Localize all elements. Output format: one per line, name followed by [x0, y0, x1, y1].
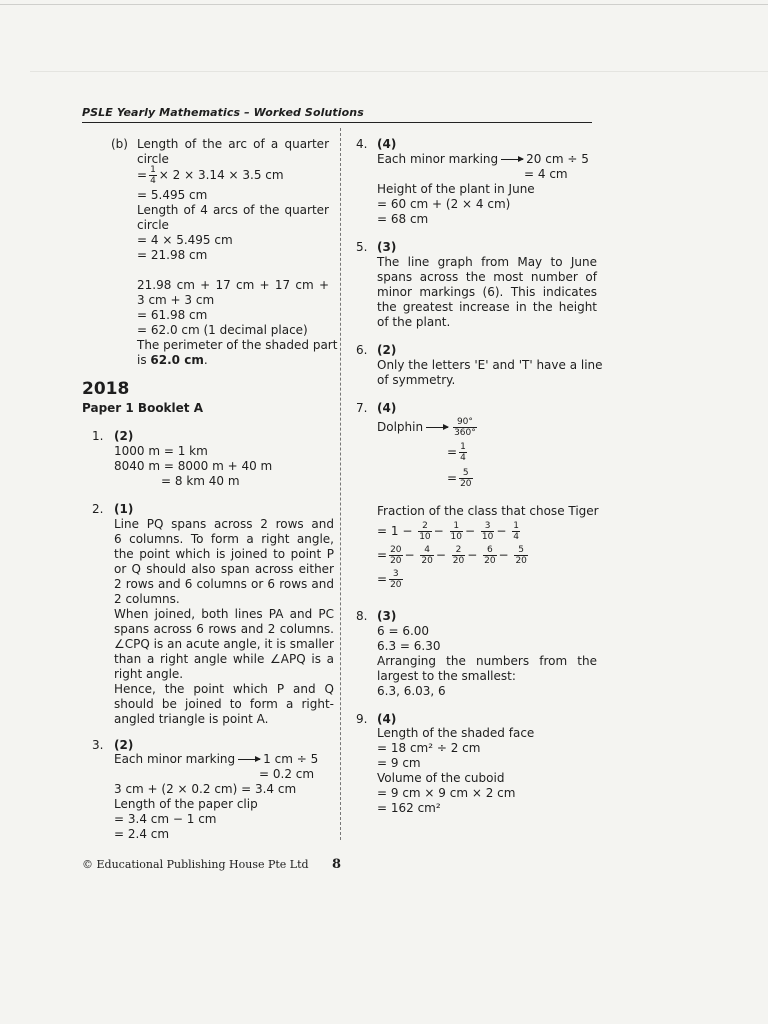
text-line: = 9 cm: [377, 756, 421, 770]
fraction: $\frac{3}{10}$: [481, 521, 494, 542]
equation-line: = $\frac{20}{20}$ − $\frac{4}{20}$ − $\frac{2}{20}$ − $\frac{6}{20}$ − $\frac{5}{20}$: [377, 545, 527, 566]
fraction: $\frac{6}{20}$: [484, 545, 496, 566]
equation-line: = 1 − $\frac{2}{10}$ − $\frac{1}{10}$ − $\frac{3}{10}$ − $\frac{1}{4}$: [377, 521, 519, 542]
answer-choice: (2): [377, 343, 397, 357]
text-line: 1000 m = 1 km: [114, 444, 208, 458]
copyright-notice: © Educational Publishing House Pte Ltd: [82, 858, 309, 871]
text-line: minor markings (6). This indicates: [377, 285, 597, 299]
text-line: = 0.2 cm: [259, 767, 315, 781]
fraction: $\frac{4}{20}$: [421, 545, 433, 566]
year-heading: 2018: [82, 379, 130, 399]
page-edge-rule: [30, 71, 768, 72]
answer-choice: (1): [114, 502, 134, 516]
fraction: $\frac{1}{4}$: [460, 442, 466, 463]
text-line: 8040 m = 8000 m + 40 m: [114, 459, 273, 473]
fraction: $\frac{1}{10}$: [450, 521, 462, 542]
text-line: 6.3 = 6.30: [377, 639, 441, 653]
question-number: 1.: [92, 429, 104, 443]
text-line: 3 cm + (2 × 0.2 cm) = 3.4 cm: [114, 782, 297, 796]
question-number: 6.: [356, 343, 368, 357]
text-line: largest to the smallest:: [377, 669, 516, 683]
fraction: $\frac{1}{4}$: [513, 521, 519, 542]
text-line: = 8 km 40 m: [161, 474, 240, 488]
answer-choice: (4): [377, 712, 397, 726]
fraction: $\frac{2}{10}$: [419, 521, 431, 542]
text-line: = 4 × 5.495 cm: [137, 233, 233, 247]
arrow-right-icon: [501, 159, 523, 160]
text-line: When joined, both lines PA and PC: [114, 607, 334, 621]
equation-line: = $\frac{1}{4}$ × 2 × 3.14 × 3.5 cm: [137, 165, 284, 186]
answer-choice: (2): [114, 738, 134, 752]
fraction: $\frac{90^\circ}{360^\circ}$: [454, 417, 476, 438]
arrow-right-icon: [426, 427, 448, 428]
fraction: $\frac{3}{20}$: [390, 569, 402, 590]
text-line: of symmetry.: [377, 373, 456, 387]
text-line: Line PQ spans across 2 rows and: [114, 517, 334, 531]
question-number: 7.: [356, 401, 368, 415]
question-number: 2.: [92, 502, 104, 516]
text-line: The perimeter of the shaded part: [137, 338, 338, 352]
text-line: = 2.4 cm: [114, 827, 170, 841]
fraction: $\frac{5}{20}$: [515, 545, 527, 566]
text-line: right angle.: [114, 667, 184, 681]
text-line: the point which is joined to point P: [114, 547, 334, 561]
text-line: Volume of the cuboid: [377, 771, 505, 785]
answer-choice: (3): [377, 240, 397, 254]
text-line: should be joined to form a right-: [114, 697, 334, 711]
text-line: Length of 4 arcs of the quarter: [137, 203, 329, 217]
text-line: = 68 cm: [377, 212, 429, 226]
question-number: 4.: [356, 137, 368, 151]
text-line: Arranging the numbers from the: [377, 654, 597, 668]
text-line: = 9 cm × 9 cm × 2 cm: [377, 786, 516, 800]
text-line: Hence, the point which P and Q: [114, 682, 334, 696]
text-line: 6 = 6.00: [377, 624, 430, 638]
text-line: = 3.4 cm − 1 cm: [114, 812, 217, 826]
text-line: = 60 cm + (2 × 4 cm): [377, 197, 511, 211]
header-rule: [82, 122, 592, 123]
text-line: = 5.495 cm: [137, 188, 208, 202]
text-line: circle: [137, 218, 169, 232]
text-line: = 4 cm: [524, 167, 568, 181]
answer-choice: (4): [377, 401, 397, 415]
fraction: $\frac{20}{20}$: [390, 545, 402, 566]
part-label: (b): [111, 137, 128, 151]
text-line: Only the letters 'E' and 'T' have a line: [377, 358, 603, 372]
answer-statement: is 62.0 cm.: [137, 353, 208, 367]
text-line: the greatest increase in the height: [377, 300, 597, 314]
text-line: spans across the most number of: [377, 270, 597, 284]
text-line: = 18 cm² ÷ 2 cm: [377, 741, 481, 755]
text-line: 2 rows and 6 columns or 6 rows and: [114, 577, 334, 591]
text-line: 21.98 cm + 17 cm + 17 cm +: [137, 278, 329, 292]
equation-line: Each minor marking 1 cm ÷ 5: [114, 752, 319, 766]
text-line: = 21.98 cm: [137, 248, 208, 262]
arrow-right-icon: [238, 759, 260, 760]
fraction: $\frac{5}{20}$: [460, 468, 472, 489]
text-line: 6 columns. To form a right angle,: [114, 532, 334, 546]
equation-line: Dolphin $\frac{90^\circ}{360^\circ}$: [377, 417, 476, 438]
text-line: 3 cm + 3 cm: [137, 293, 215, 307]
fraction: $\frac{2}{20}$: [452, 545, 465, 566]
text-line: of the plant.: [377, 315, 451, 329]
running-header: PSLE Yearly Mathematics – Worked Solutions: [82, 106, 364, 119]
question-number: 3.: [92, 738, 104, 752]
text-line: 2 columns.: [114, 592, 180, 606]
answer-choice: (3): [377, 609, 397, 623]
text-line: spans across 6 rows and 2 columns.: [114, 622, 334, 636]
text-line: ∠CPQ is an acute angle, it is smaller: [114, 637, 334, 651]
text-line: = 62.0 cm (1 decimal place): [137, 323, 308, 337]
answer-choice: (4): [377, 137, 397, 151]
paper-heading: Paper 1 Booklet A: [82, 401, 203, 415]
text-line: Length of the paper clip: [114, 797, 258, 811]
text-line: than a right angle while ∠APQ is a: [114, 652, 334, 666]
text-line: = 162 cm²: [377, 801, 441, 815]
text-line: Fraction of the class that chose Tiger: [377, 504, 599, 518]
text-line: Length of the arc of a quarter: [137, 137, 329, 151]
question-number: 8.: [356, 609, 368, 623]
text-line: Length of the shaded face: [377, 726, 535, 740]
fraction: $\frac{1}{4}$: [150, 165, 156, 186]
scan-edge-rule: [0, 4, 768, 5]
text-line: = 61.98 cm: [137, 308, 208, 322]
text-line: angled triangle is point A.: [114, 712, 269, 726]
text-line: or Q should also span across either: [114, 562, 334, 576]
page-number: 8: [332, 857, 342, 872]
answer-choice: (2): [114, 429, 134, 443]
equation-line: = $\frac{3}{20}$: [377, 569, 402, 590]
question-number: 9.: [356, 712, 368, 726]
equation-line: Each minor marking 20 cm ÷ 5: [377, 152, 589, 166]
question-number: 5.: [356, 240, 368, 254]
text-line: Height of the plant in June: [377, 182, 535, 196]
text-line: 6.3, 6.03, 6: [377, 684, 446, 698]
equation-line: = $\frac{5}{20}$: [447, 468, 472, 489]
text-line: The line graph from May to June: [377, 255, 597, 269]
column-divider: [340, 128, 341, 840]
equation-line: = $\frac{1}{4}$: [447, 442, 466, 463]
text-line: circle: [137, 152, 169, 166]
